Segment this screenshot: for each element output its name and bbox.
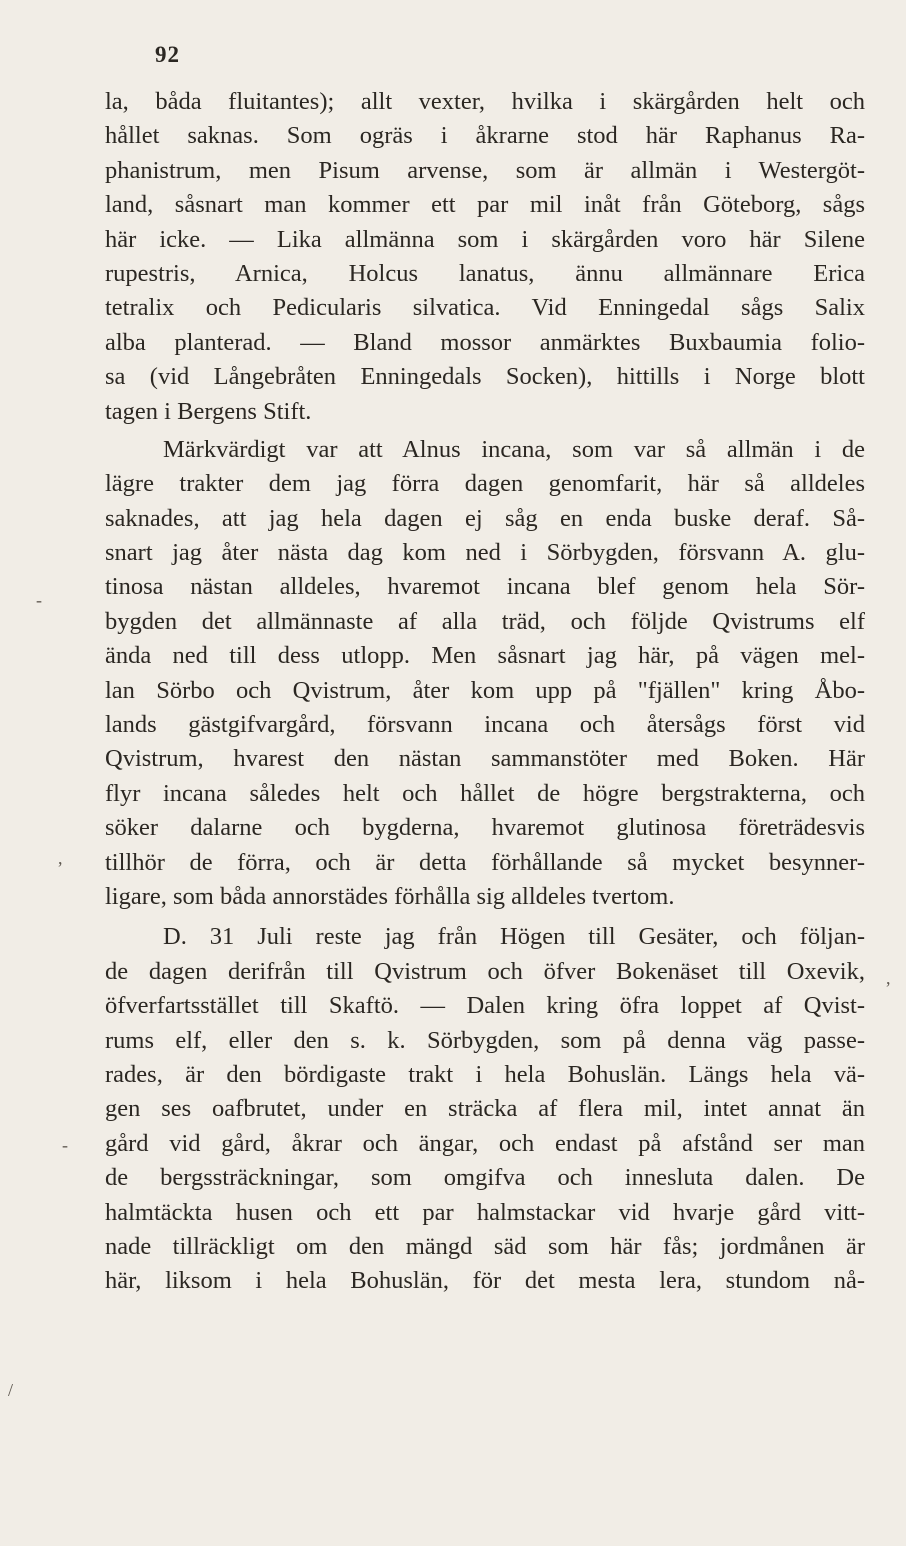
text-line: ligare, som båda annorstädes förhålla sig alldeles tvertom. bbox=[105, 882, 675, 910]
speck-mark: - bbox=[62, 1135, 68, 1155]
text-line: snart jag åter nästa dag kom ned i Sörbygden, försvann A. glu- bbox=[105, 539, 865, 567]
speck-mark: , bbox=[58, 848, 63, 868]
text-line: rades, är den bördigaste trakt i hela Bohuslän. Längs hela vä- bbox=[105, 1060, 865, 1088]
text-line: saknades, att jag hela dagen ej såg en enda buske deraf. Så- bbox=[105, 504, 865, 532]
text-line: phanistrum, men Pisum arvense, som är allmän i Westergöt- bbox=[105, 156, 865, 184]
page-number: 92 bbox=[155, 42, 180, 67]
speck-mark: - bbox=[36, 590, 42, 610]
text-line: land, såsnart man kommer ett par mil inåt från Göteborg, sågs bbox=[105, 191, 865, 219]
text-line: gård vid gård, åkrar och ängar, och endast på afstånd ser man bbox=[105, 1129, 865, 1157]
text-line: här icke. — Lika allmänna som i skärgården voro här Silene bbox=[105, 225, 865, 253]
text-line: tinosa nästan alldeles, hvaremot incana blef genom hela Sör- bbox=[105, 573, 865, 601]
speck-mark: , bbox=[886, 968, 891, 988]
text-line: tetralix och Pedicularis silvatica. Vid Enningedal sågs Salix bbox=[105, 294, 865, 322]
speck-mark: / bbox=[8, 1380, 14, 1400]
text-line: söker dalarne och bygderna, hvaremot glutinosa företrädesvis bbox=[105, 814, 865, 842]
text-line: halmtäckta husen och ett par halmstackar vid hvarje gård vitt- bbox=[105, 1198, 865, 1226]
text-line: rums elf, eller den s. k. Sörbygden, som på denna väg passe- bbox=[105, 1026, 865, 1054]
text-line: ända ned till dess utlopp. Men såsnart jag här, på vägen mel- bbox=[105, 642, 865, 670]
text-line: alba planterad. — Bland mossor anmärktes Buxbaumia folio- bbox=[105, 328, 865, 356]
text-line: här, liksom i hela Bohuslän, för det mesta lera, stundom nå- bbox=[105, 1267, 865, 1295]
body-text bbox=[105, 85, 865, 1299]
text-line: tillhör de förra, och är detta förhållande så mycket besynner- bbox=[105, 848, 865, 876]
text-line: bygden det allmännaste af alla träd, och följde Qvistrums elf bbox=[105, 607, 865, 635]
text-line: rupestris, Arnica, Holcus lanatus, ännu allmännare Erica bbox=[105, 259, 865, 287]
paragraph-start: Märkvärdigt var att Alnus incana, som var så allmän i de bbox=[163, 435, 865, 463]
text-line: lands gästgifvargård, försvann incana och återsågs först vid bbox=[105, 711, 865, 739]
text-line: lägre trakter dem jag förra dagen genomfarit, här så alldeles bbox=[105, 470, 865, 498]
text-line: la, båda fluitantes); allt vexter, hvilka i skärgården helt och bbox=[105, 88, 865, 115]
text-line: sa (vid Långebråten Enningedals Socken), hittills i Norge blott bbox=[105, 363, 865, 391]
paragraph-start: D. 31 Juli reste jag från Högen till Gesäter, och följan- bbox=[163, 923, 865, 951]
text-line: flyr incana således helt och hållet de högre bergstrakterna, och bbox=[105, 779, 865, 807]
text-line: nade tillräckligt om den mängd säd som här fås; jordmånen är bbox=[105, 1232, 865, 1260]
text-line: gen ses oafbrutet, under en sträcka af flera mil, intet annat än bbox=[105, 1095, 865, 1123]
text-line: tagen i Bergens Stift. bbox=[105, 397, 312, 425]
text-line: öfverfartsstället till Skaftö. — Dalen kring öfra loppet af Qvist- bbox=[105, 992, 865, 1020]
text-line: de dagen derifrån till Qvistrum och öfver Bokenäset till Oxevik, bbox=[105, 957, 865, 985]
text-line: de bergssträckningar, som omgifva och innesluta dalen. De bbox=[105, 1164, 865, 1192]
text-line: hållet saknas. Som ogräs i åkrarne stod här Raphanus Ra- bbox=[105, 122, 865, 150]
text-line: lan Sörbo och Qvistrum, åter kom upp på "fjällen" kring Åbo- bbox=[105, 676, 865, 704]
text-line: Qvistrum, hvarest den nästan sammanstöter med Boken. Här bbox=[105, 745, 865, 773]
